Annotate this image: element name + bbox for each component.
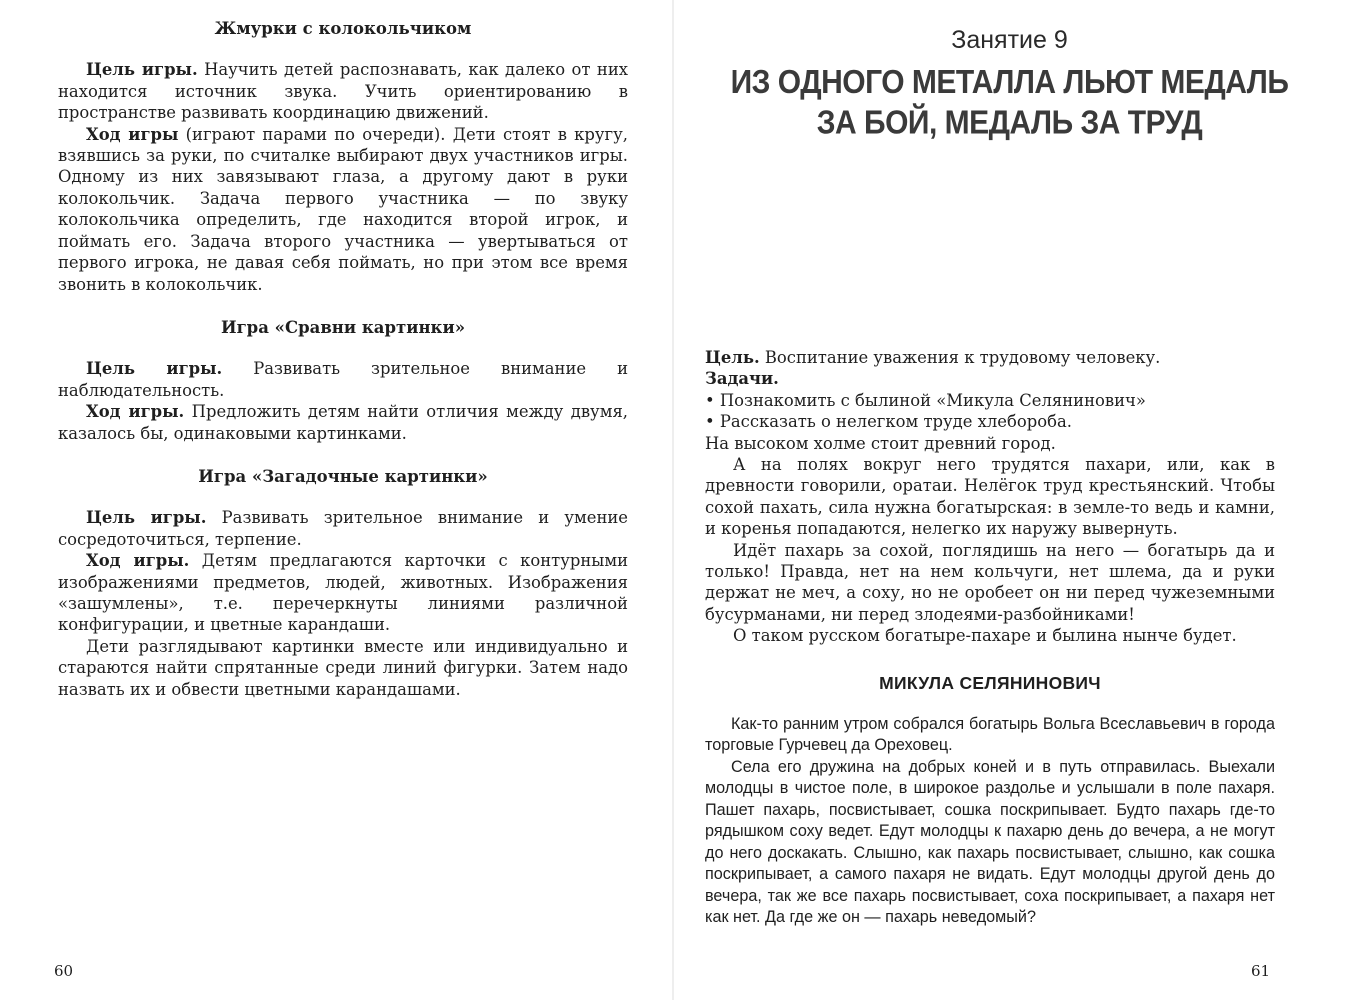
intro-paragraph: О таком русском богатыре-пахаре и былина нынче будет. bbox=[733, 626, 1237, 646]
lesson-title-line-1: ИЗ ОДНОГО МЕТАЛЛА ЛЬЮТ МЕДАЛЬ bbox=[730, 64, 1289, 101]
paragraph bbox=[58, 550, 628, 636]
story-title: МИКУЛА СЕЛЯНИНОВИЧ bbox=[879, 672, 1101, 693]
intro-first-line: На высоком холме стоит древний город. bbox=[705, 433, 1056, 453]
section-title-zagadochnye: Игра «Загадочные картинки» bbox=[198, 466, 488, 486]
paragraph-text: Научить детей распознавать, как далеко от них находится источник звука. Учить ориентированию в пространстве развивать координацию движений. bbox=[58, 60, 629, 123]
goal-text: Воспитание уважения к трудовому человеку. bbox=[759, 348, 1161, 367]
paragraph-lead: Цель игры. bbox=[86, 60, 198, 80]
paragraph-text: Развивать зрительное внимание и умение сосредоточиться, терпение. bbox=[58, 508, 628, 549]
left-page-content bbox=[58, 18, 628, 700]
paragraph-text: Развивать зрительное внимание и наблюдательность. bbox=[58, 359, 629, 400]
paragraph bbox=[58, 59, 628, 123]
paragraph bbox=[58, 401, 628, 444]
page-number-left: 60 bbox=[54, 962, 74, 980]
paragraph-text: (играют парами по очереди). Дети стоят в кругу, взявшись за руки, по считалке выбирают двух участников игры. Одному из них завязывают глаза, а другому дают в руки колокольчик. Задача первого участника — по звуку колокольчика определить, где находится второй игрок, и поймать его. Задача второго участника — увертываться от первого игрока, не давая себя поймать, но при этом все время звонить в колокольчик. bbox=[58, 124, 628, 294]
task-item: • Рассказать о нелегком труде хлебороба. bbox=[705, 412, 1072, 432]
paragraph-lead: Цель игры. bbox=[86, 508, 207, 528]
right-page bbox=[673, 0, 1346, 1000]
tasks-label: Задачи. bbox=[705, 369, 779, 389]
section-title-zhmurki: Жмурки с колокольчиком bbox=[214, 19, 472, 38]
paragraph bbox=[58, 124, 628, 295]
page-number-right: 61 bbox=[1251, 962, 1271, 980]
intro-paragraph: А на полях вокруг него трудятся пахари, или, как в древности говорили, оратаи. Нелёгок труд крестьянский. Чтобы сохой пахать, сила нужна богатырская: в земле-то ведь и камни, и коренья попадаются, нелегко их наружу вывернуть. bbox=[705, 455, 1275, 539]
paragraph-text: Дети разглядывают картинки вместе или индивидуально и стараются найти спрятанные среди линий фигурки. Затем надо назвать их и обвести цветными карандашами. bbox=[58, 636, 628, 699]
paragraph-lead: Ход игры. bbox=[86, 551, 190, 571]
paragraph-lead: Ход игры bbox=[86, 124, 179, 144]
goal-line bbox=[705, 347, 1275, 368]
tasks-label-line bbox=[705, 368, 1275, 389]
intro-paragraph: Идёт пахарь за сохой, поглядишь на него — богатырь да и только! Правда, нет на нем кольчуги, нет шлема, да и руки держат не меч, а соху, но не оробеет он ни перед чужеземными бусурманами, ни перед злодеями-разбойниками! bbox=[705, 540, 1275, 624]
right-page-content bbox=[705, 347, 1275, 929]
story-paragraph: Села его дружина на добрых коней и в путь отправилась. Выехали молодцы в чистое поле, в широкое раздолье и услышали в поле пахаря. Пашет пахарь, посвистывает, сошка поскрипывает. Будто пахарь где-то рядышком соху ведет. Едут молодцы к пахарю день до вечера, а не могут до него доскакать. Слышно, как пахарь посвистывает, слышно, как сошка поскрипывает, а самого пахаря не видать. Едут молодцы другой день до вечера, так же все пахарь посвистывает, соха поскрипывает, а пахаря нет как нет. Да где же он — пахарь неведомый? bbox=[705, 757, 1275, 927]
task-item: • Познакомить с былиной «Микула Селянинович» bbox=[705, 390, 1146, 410]
paragraph bbox=[58, 636, 628, 700]
story-paragraph: Как-то ранним утром собрался богатырь Вольга Всеславьевич в города торговые Гурчевец да Ореховец. bbox=[705, 714, 1275, 755]
paragraph-lead: Цель игры. bbox=[86, 359, 223, 379]
paragraph-text: Детям предлагаются карточки с контурными изображениями предметов, людей, животных. Изображения «зашумлены», т.е. перечеркнуты линиями различной конфигурации, и цветные карандаши. bbox=[58, 551, 628, 635]
paragraph bbox=[58, 358, 628, 401]
paragraph bbox=[58, 507, 628, 550]
paragraph-text: Предложить детям найти отличия между двумя, казалось бы, одинаковыми картинками. bbox=[58, 402, 628, 443]
section-title-sravni: Игра «Сравни картинки» bbox=[220, 317, 466, 337]
lesson-label: Занятие 9 bbox=[951, 26, 1068, 54]
paragraph-lead: Ход игры. bbox=[86, 402, 185, 422]
goal-lead: Цель. bbox=[705, 348, 760, 367]
lesson-title-line-2: ЗА БОЙ, МЕДАЛЬ ЗА ТРУД bbox=[816, 104, 1203, 142]
lesson-title bbox=[673, 62, 1346, 143]
